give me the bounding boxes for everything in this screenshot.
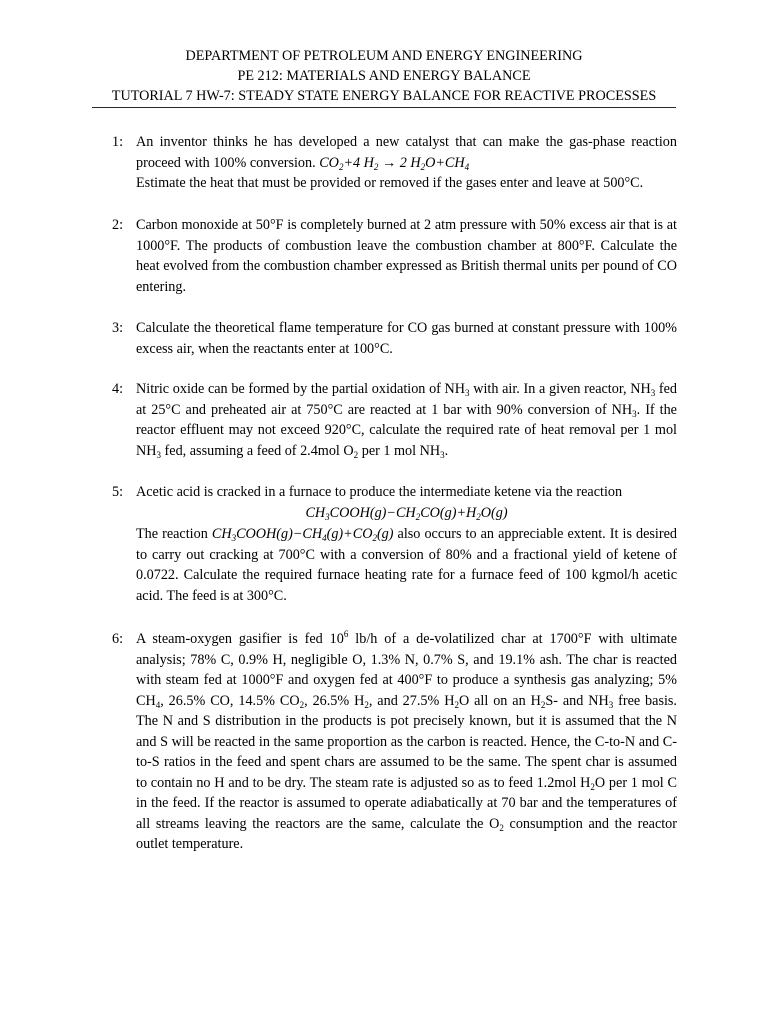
problem-text-part: Acetic acid is cracked in a furnace to produce the intermediate ketene via the reaction xyxy=(136,484,623,500)
problem-number: 4: xyxy=(112,381,124,397)
problem-text: Calculate the theoretical flame temperature for CO gas burned at constant pressure with 100% excess air, when the reactants enter at 100°C. xyxy=(136,320,677,357)
problem-text: Nitric oxide can be formed by the partial oxidation of $NH_3$ with air. In a given reactor, $NH_3$ fed at 25°C and preheated air at 750°C are reacted at 1 bar with 90% conversion of $NH_3$. If the reactor effluent may not exceed 920°C, calculate the required rate of heat removal per 1 mol $NH_3$ fed, assuming a feed of 2.4mol $O_2$ per 1 mol $NH_3$. xyxy=(136,381,677,460)
department-title: DEPARTMENT OF PETROLEUM AND ENERGY ENGINEERING xyxy=(185,48,583,64)
problem-number: 5: xyxy=(112,484,124,500)
problem-question: Estimate the heat that must be provided or removed if the gases enter and leave at 500°C. xyxy=(136,175,644,191)
problem-number: 1: xyxy=(112,134,124,150)
reaction-equation-side: $CH_3COOH(g)-CH_4(g)+CO_2(g)$ xyxy=(211,526,394,543)
problem-text-part: An inventor thinks he has developed a new catalyst that can make the gas-phase reaction proceed with 100% conversion. xyxy=(136,134,677,171)
reaction-equation: $CO_2+4$ $H_2 \to 2$ $H_2O+CH_4$ xyxy=(319,154,470,172)
problem-number: 3: xyxy=(112,320,124,336)
problem-text: Acetic acid is cracked in a furnace to produce the intermediate ketene via the reaction $CH_3COOH(g)-CH_2CO(g)+H_2O(g)$ The reaction $CH_3COOH(g)-CH_4(g)+CO_2(g)$ also occurs to an appreciable extent. It is desired to carry out cracking at 700°C with a conversion of 80% and a fractional yield of ketene of 0.0722. Calculate the required furnace heating rate for a furnace feed of 100 kgmol/h acetic acid. The feed is at 300°C. xyxy=(136,484,677,604)
tutorial-title: TUTORIAL 7 HW-7: STEADY STATE ENERGY BALANCE FOR REACTIVE PROCESSES xyxy=(92,86,676,108)
problem-number: 2: xyxy=(112,217,124,233)
reaction-equation-main: $CH_3COOH(g)-CH_2CO(g)+H_2O(g)$ xyxy=(305,504,508,522)
problem-number: 6: xyxy=(112,631,124,647)
problem-text: Carbon monoxide at 50°F is completely burned at 2 atm pressure with 50% excess air that is at 1000°F. The products of combustion leave the combustion chamber at 800°F. Calculate the heat evolved from the combustion chamber expressed as British thermal units per pound of CO entering. xyxy=(136,217,677,295)
problem-text xyxy=(136,132,677,194)
course-title: PE 212: MATERIALS AND ENERGY BALANCE xyxy=(237,68,531,84)
problem-text: A steam-oxygen gasifier is fed $10^6$ lb/h of a de-volatilized char at 1700°F with ultimate analysis; 78% C, 0.9% H, negligible O, 1.3% N, 0.7% S, and 19.1% ash. The char is reacted with steam fed at 1000°F and oxygen fed at 400°F to produce a synthesis gas analyzing; 5% $CH_4$, 26.5% CO, 14.5% $CO_2$, 26.5% $H_2$, and 27.5% $H_2O$ all on an $H_2S-$ and $NH_3$ free basis. The N and S distribution in the products is pot precisely known, but it is assumed that the N and S will be reacted in the same proportion as the carbon is reacted. Hence, the C-to-N and C-to-S ratios in the feed and spent chars are assumed to be the same. The spent char is assumed to contain no H and to be dry. The steam rate is adjusted so as to feed 1.2mol $H_2O$ per 1 mol C in the feed. If the reactor is assumed to operate adiabatically at 70 bar and the temperatures of all streams leaving the reactors are the same, calculate the $O_2$ consumption and the reactor outlet temperature. xyxy=(136,629,677,852)
document-header xyxy=(92,46,676,108)
